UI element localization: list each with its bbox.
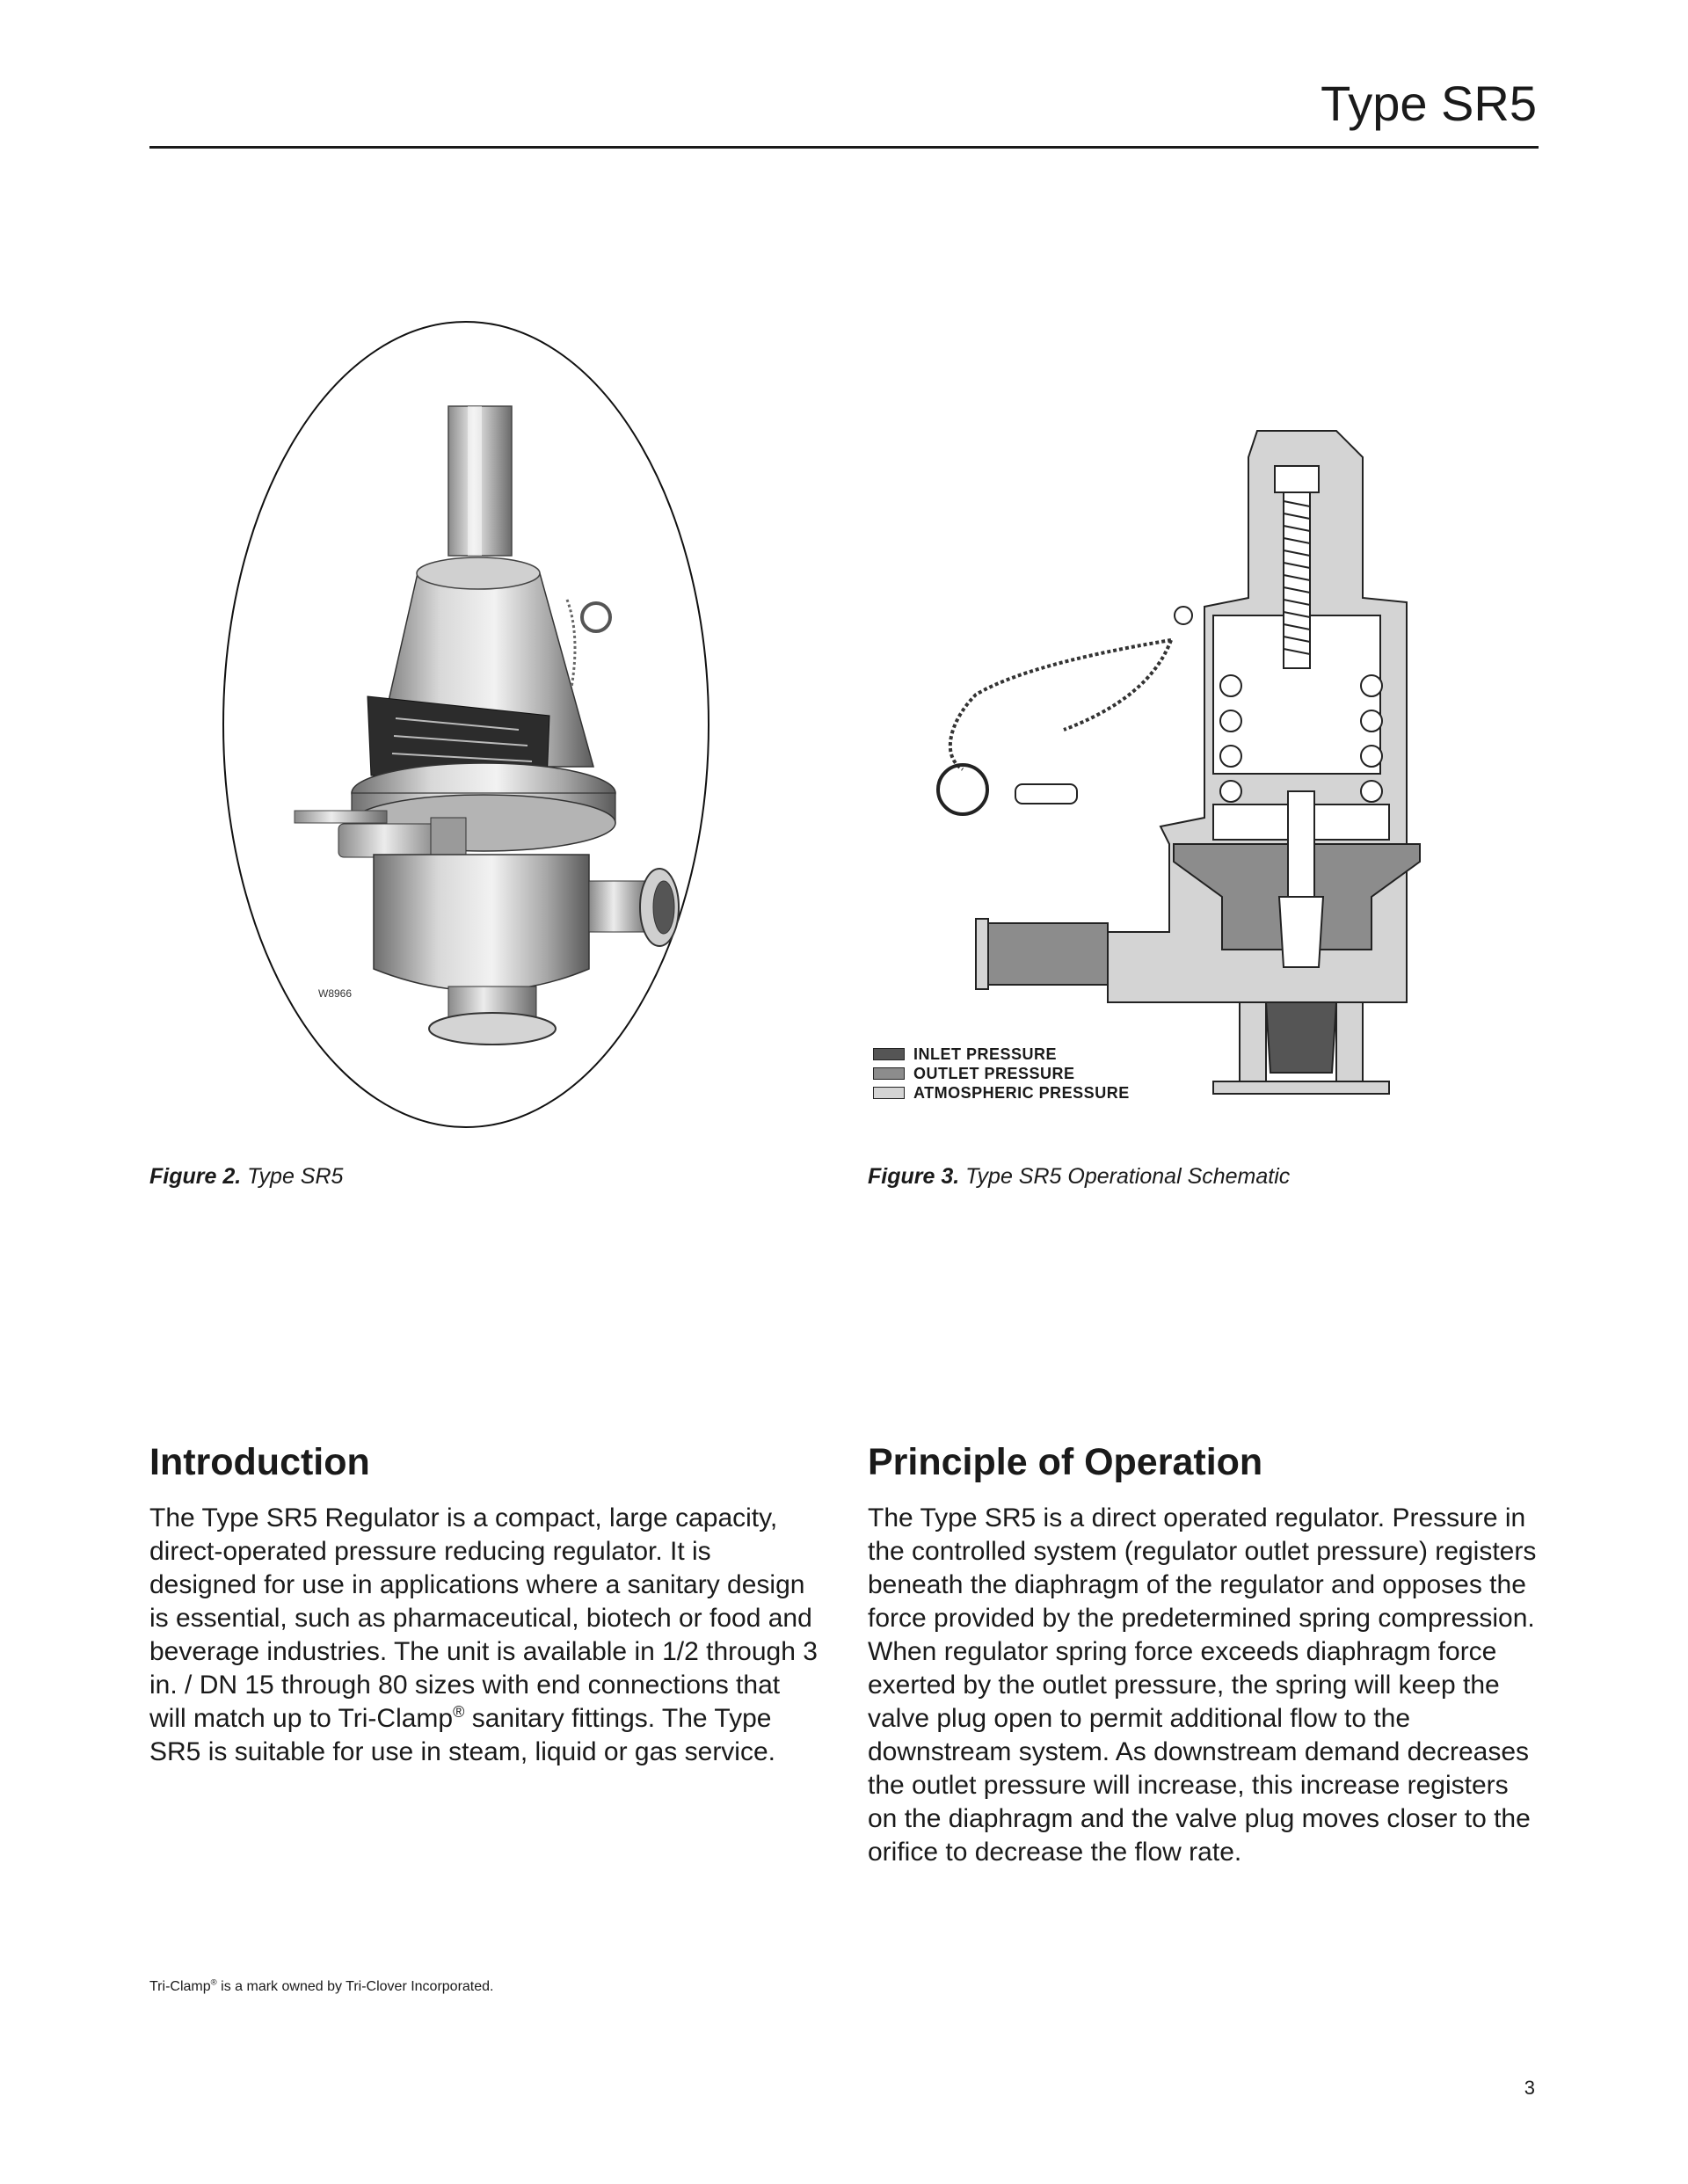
legend-outlet-pressure — [873, 1064, 1075, 1083]
introduction-body — [149, 1502, 818, 1769]
introduction-body-part1: The Type SR5 Regulator is a compact, large capacity, direct-operated pressure reducing regulator. It is designed for use in applications where a sanitary design is essential, such as pharmaceutical, biotech or food and beverage industries. The unit is available in 1/2 through 3 in. / DN 15 through 80 sizes with end connections that will match up to Tri-Clamp — [149, 1503, 818, 1733]
registered-mark: ® — [453, 1703, 465, 1721]
principle-of-operation-body: The Type SR5 is a direct operated regulator. Pressure in the controlled system (regulator outlet pressure) registers beneath the diaphragm of the regulator and opposes the force provided by the predetermined spring compression. When regulator spring force exceeds diaphragm force exerted by the outlet pressure, the spring will keep the valve plug open to permit additional flow to the downstream system. As downstream demand decreases the outlet pressure will increase, this increase registers on the diaphragm and the valve plug moves closer to the orifice to decrease the flow rate. — [868, 1503, 1537, 1867]
figure-3-caption — [868, 1163, 1290, 1190]
atmospheric-pressure-swatch — [873, 1087, 905, 1099]
figure-2-caption-text: Type SR5 — [241, 1164, 344, 1189]
principle-of-operation-heading: Principle of Operation — [868, 1441, 1263, 1483]
page-header-title: Type SR5 — [1321, 76, 1537, 131]
footnote-part2: is a mark owned by Tri-Clover Incorporated. — [216, 1979, 494, 1994]
legend-label: OUTLET PRESSURE — [913, 1065, 1075, 1082]
photo-code-label: W8966 — [318, 987, 353, 1000]
page-number: 3 — [1524, 2077, 1535, 2099]
trademark-footnote — [149, 1978, 494, 1996]
figure-3-schematic — [844, 404, 1459, 1125]
introduction-heading: Introduction — [149, 1441, 370, 1483]
legend-label: INLET PRESSURE — [913, 1045, 1058, 1063]
figure-2-caption — [149, 1163, 343, 1190]
figure-2-label: Figure 2. — [149, 1164, 242, 1189]
regulator-schematic-illustration — [844, 404, 1459, 1125]
introduction-body-part2: sanitary fittings. The Type SR5 is suitable for use in steam, liquid or gas service. — [149, 1704, 775, 1766]
legend-label: ATMOSPHERIC PRESSURE — [913, 1084, 1130, 1102]
legend-atmospheric-pressure — [873, 1083, 1130, 1103]
legend-inlet-pressure — [873, 1045, 1057, 1064]
header-rule — [149, 146, 1539, 149]
figure-3-label: Figure 3. — [868, 1164, 960, 1189]
footnote-part1: Tri-Clamp — [149, 1979, 211, 1994]
figure-2-photo — [220, 318, 712, 1131]
footnote-registered-mark: ® — [210, 1977, 217, 1988]
inlet-pressure-swatch — [873, 1048, 905, 1060]
regulator-photo-illustration — [220, 318, 712, 1131]
figure-3-caption-text: Type SR5 Operational Schematic — [959, 1164, 1291, 1189]
outlet-pressure-swatch — [873, 1067, 905, 1080]
